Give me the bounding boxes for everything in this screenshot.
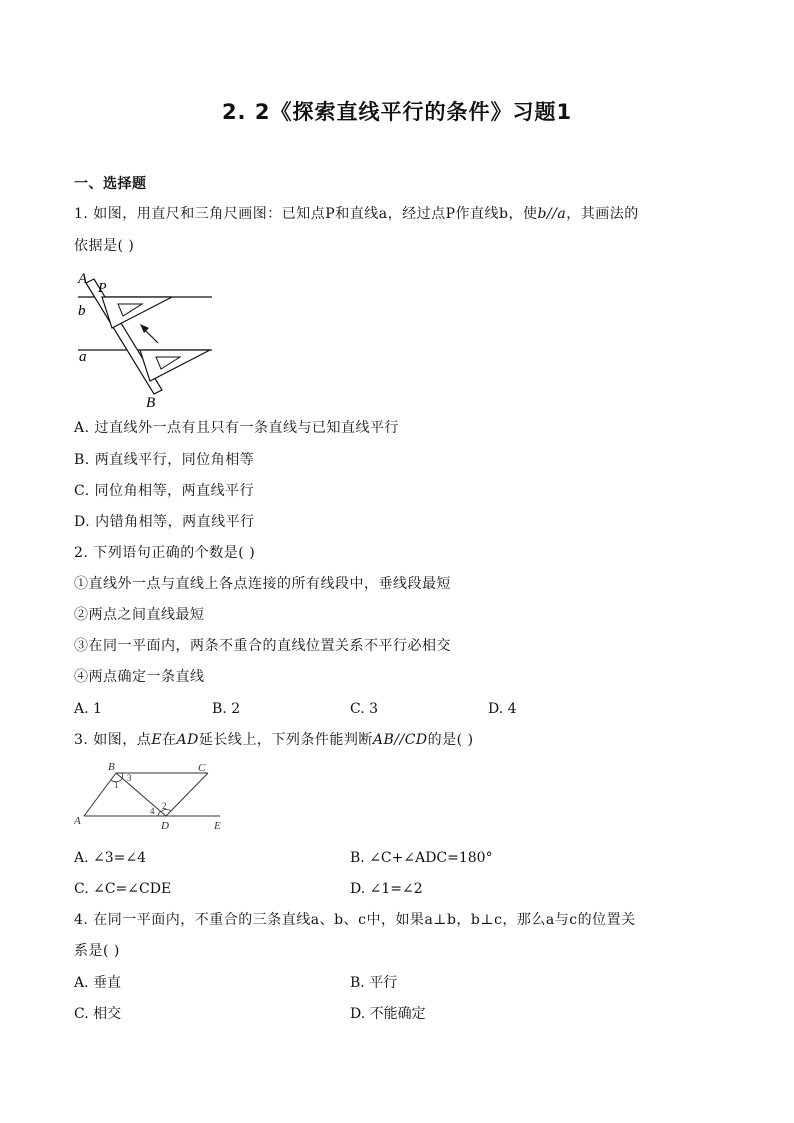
q4-option-d: D. 不能确定: [350, 1006, 426, 1022]
angle-3-arc: [122, 773, 123, 779]
q2-option-b: B. 2: [212, 701, 241, 717]
q3-stem-mid1: 在: [162, 732, 177, 748]
segment-bd: [116, 773, 166, 816]
label-C: C: [198, 762, 206, 774]
q2-item-4: ④两点确定一条直线: [74, 669, 205, 685]
section-heading: 一、选择题: [74, 176, 147, 192]
q3-parallel-abcd: AB//CD: [372, 732, 428, 748]
label-angle-4: 4: [150, 806, 155, 816]
q3-stem-post: 的是( ): [427, 732, 474, 748]
label-angle-3: 3: [127, 773, 132, 783]
label-A: A: [74, 815, 81, 827]
q3-option-b: B. ∠C+∠ADC=180°: [350, 850, 493, 866]
segment-cd: [166, 773, 208, 816]
q3-segment-ad: AD: [176, 732, 199, 748]
q2-item-1: ①直线外一点与直线上各点连接的所有线段中，垂线段最短: [74, 576, 451, 592]
label-a: a: [79, 349, 87, 365]
q3-stem-pre: 3. 如图，点: [74, 732, 152, 748]
segment-ab: [84, 773, 116, 816]
q3-point-e: E: [151, 732, 163, 748]
q1-option-b: B. 两直线平行，同位角相等: [74, 452, 255, 468]
q2-option-d: D. 4: [488, 701, 517, 717]
q1-option-d: D. 内错角相等，两直线平行: [74, 514, 255, 530]
set-square-upper: [102, 297, 172, 328]
label-B: B: [146, 395, 156, 411]
q1-stem-line2: 依据是( ): [74, 238, 135, 254]
q2-item-2: ②两点之间直线最短: [74, 607, 205, 623]
q2-option-a: A. 1: [74, 701, 102, 717]
q3-option-d: D. ∠1=∠2: [350, 881, 423, 897]
q2-item-3: ③在同一平面内，两条不重合的直线位置关系不平行必相交: [74, 638, 451, 654]
angle-4-arc: [158, 811, 161, 816]
q4-option-a: A. 垂直: [74, 975, 122, 991]
label-P: P: [98, 281, 107, 296]
label-E: E: [214, 820, 221, 832]
q3-option-c: C. ∠C=∠CDE: [74, 881, 172, 897]
label-D: D: [161, 820, 169, 832]
q1-stem-math: b//a: [537, 206, 567, 222]
arrow-head-icon: [140, 324, 149, 333]
label-B: B: [108, 761, 115, 773]
q4-option-b: B. 平行: [350, 975, 398, 991]
q4-option-c: C. 相交: [74, 1006, 122, 1022]
q3-stem: [74, 730, 474, 750]
q4-stem-line2: 系是( ): [74, 943, 120, 959]
q1-figure: [74, 266, 224, 412]
q3-stem-mid2: 延长线上，下列条件能判断: [198, 732, 373, 748]
q3-option-a: A. ∠3=∠4: [74, 850, 147, 866]
q1-option-c: C. 同位角相等，两直线平行: [74, 483, 255, 499]
q1-stem-line1: [74, 204, 639, 224]
label-A: A: [78, 271, 88, 287]
set-square-lower: [140, 350, 210, 381]
label-angle-1: 1: [114, 780, 119, 790]
label-angle-2: 2: [162, 801, 167, 811]
q3-figure: [74, 758, 234, 838]
q1-option-a: A. 过直线外一点有且只有一条直线与已知直线平行: [74, 420, 400, 436]
q2-stem: 2. 下列语句正确的个数是( ): [74, 545, 256, 561]
label-b: b: [78, 303, 86, 319]
q1-stem-tail: ，其画法的: [566, 206, 639, 222]
q4-stem-line1: 4. 在同一平面内，不重合的三条直线a、b、c中，如果a⊥b，b⊥c，那么a与c的位置关: [74, 912, 636, 928]
q2-option-c: C. 3: [350, 701, 379, 717]
q1-stem-text: 1. 如图，用直尺和三角尺画图：已知点P和直线a，经过点P作直线b，使: [74, 206, 538, 222]
page-title: 2. 2《探索直线平行的条件》习题1: [221, 100, 573, 124]
